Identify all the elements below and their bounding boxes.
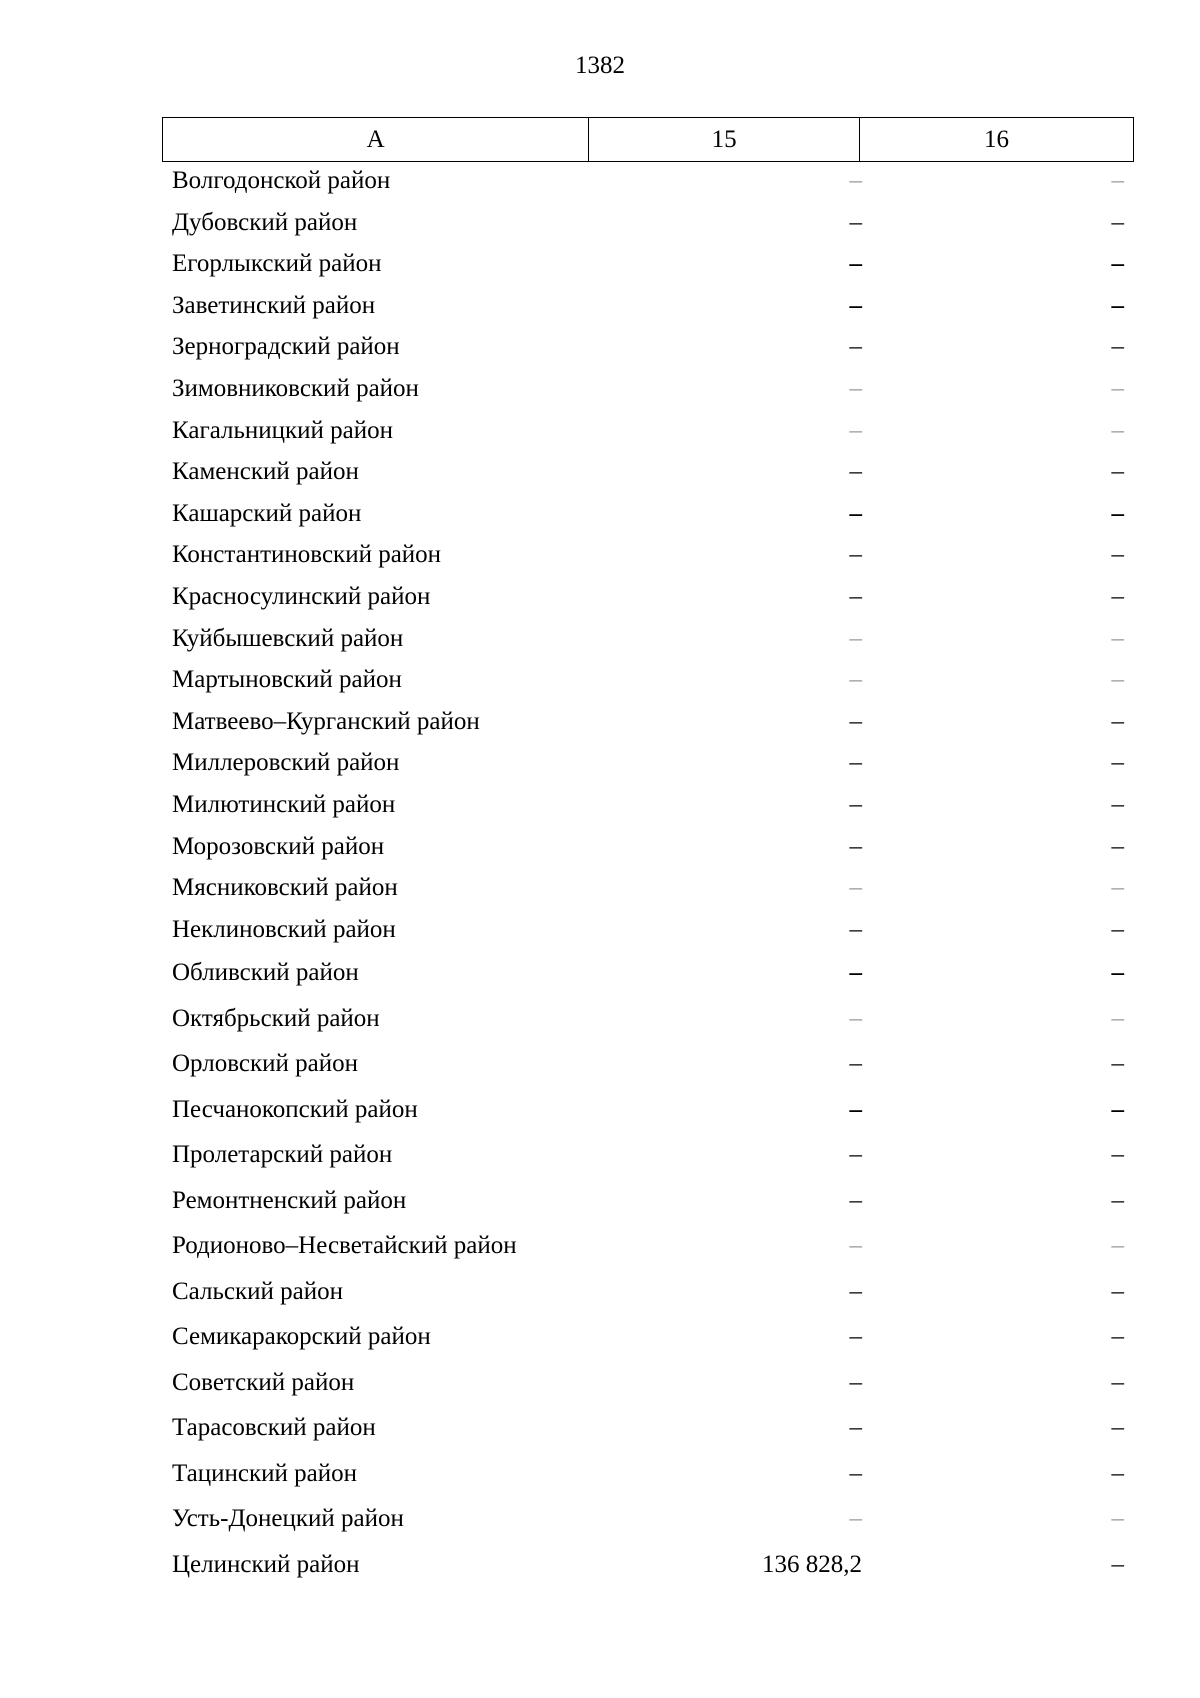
district-name: Октябрьский район (172, 1004, 380, 1032)
value-col-16: – (1111, 1505, 1124, 1533)
table-row (162, 950, 1134, 996)
value-col-15: – (849, 541, 862, 569)
value-col-15: – (849, 1095, 862, 1123)
table-row (162, 909, 1134, 951)
value-col-16: – (1111, 1232, 1124, 1260)
value-col-15: – (849, 1004, 862, 1032)
value-col-15: – (849, 582, 862, 610)
table-row (162, 659, 1134, 701)
district-name: Кашарский район (172, 499, 362, 527)
table-row (162, 410, 1134, 452)
district-name: Тарасовский район (172, 1414, 376, 1442)
value-col-15: – (849, 1323, 862, 1351)
value-col-15: – (849, 1050, 862, 1078)
table-row (162, 1496, 1134, 1542)
header-row (163, 118, 1134, 162)
table-row (162, 1041, 1134, 1087)
district-name: Советский район (172, 1368, 355, 1396)
table-row (162, 1269, 1134, 1315)
value-col-15: – (849, 1186, 862, 1214)
value-col-15: – (849, 1232, 862, 1260)
value-col-16: – (1111, 915, 1124, 943)
table-row (162, 742, 1134, 784)
value-col-16: – (1111, 1186, 1124, 1214)
value-col-16: – (1111, 1368, 1124, 1396)
table-row (162, 784, 1134, 826)
value-col-16: – (1111, 790, 1124, 818)
value-col-15: – (849, 1505, 862, 1533)
value-col-15: – (849, 624, 862, 652)
value-col-15: – (849, 167, 862, 194)
page-number: 1382 (575, 52, 625, 79)
district-name: Сальский район (172, 1277, 343, 1305)
value-col-15: 136 828,2 (762, 1550, 862, 1578)
value-col-15: – (849, 874, 862, 902)
table-row (162, 326, 1134, 368)
table-row (162, 160, 1134, 202)
table-row (162, 493, 1134, 535)
value-col-15: – (849, 291, 862, 319)
value-col-16: – (1111, 1004, 1124, 1032)
table-row (162, 285, 1134, 327)
district-name: Кагальницкий район (172, 416, 394, 444)
value-col-15: – (849, 1141, 862, 1169)
table-row (162, 1451, 1134, 1497)
value-col-15: – (849, 1368, 862, 1396)
value-col-15: – (849, 250, 862, 278)
district-name: Орловский район (172, 1050, 358, 1078)
value-col-16: – (1111, 582, 1124, 610)
table-row (162, 368, 1134, 410)
district-name: Мясниковский район (172, 874, 398, 902)
district-name: Каменский район (172, 458, 359, 486)
header-cell-16: 16 (860, 118, 1134, 162)
table-header (162, 117, 1134, 162)
value-col-16: – (1111, 1277, 1124, 1305)
value-col-16: – (1111, 1459, 1124, 1487)
district-name: Неклиновский район (172, 915, 396, 943)
value-col-15: – (849, 208, 862, 236)
table-row (162, 867, 1134, 909)
table-row (162, 243, 1134, 285)
table-row (162, 1542, 1134, 1588)
header-cell-15: 15 (589, 118, 860, 162)
table-row (162, 996, 1134, 1042)
district-name: Пролетарский район (172, 1141, 393, 1169)
value-col-16: – (1111, 1414, 1124, 1442)
value-col-16: – (1111, 416, 1124, 444)
value-col-16: – (1111, 874, 1124, 902)
district-name: Егорлыкский район (172, 250, 382, 278)
table-row (162, 1178, 1134, 1224)
table-row (162, 1405, 1134, 1451)
district-name: Ремонтненский район (172, 1186, 407, 1214)
table-row (162, 451, 1134, 493)
table-row (162, 1223, 1134, 1269)
value-col-16: – (1111, 707, 1124, 735)
value-col-15: – (849, 915, 862, 943)
table-row (162, 826, 1134, 868)
value-col-15: – (849, 499, 862, 527)
value-col-15: – (849, 959, 862, 987)
district-name: Красносулинский район (172, 582, 431, 610)
value-col-15: – (849, 416, 862, 444)
value-col-15: – (849, 707, 862, 735)
value-col-16: – (1111, 832, 1124, 860)
value-col-16: – (1111, 1141, 1124, 1169)
district-name: Обливский район (172, 959, 359, 987)
district-name: Семикаракорский район (172, 1323, 431, 1351)
value-col-15: – (849, 374, 862, 402)
table-row (162, 576, 1134, 618)
table-row (162, 701, 1134, 743)
district-name: Миллеровский район (172, 749, 400, 777)
district-name: Усть-Донецкий район (172, 1505, 404, 1533)
value-col-16: – (1111, 250, 1124, 278)
table-row (162, 618, 1134, 660)
district-name: Песчанокопский район (172, 1095, 418, 1123)
header-cell-a: A (163, 118, 589, 162)
value-col-16: – (1111, 458, 1124, 486)
value-col-16: – (1111, 624, 1124, 652)
value-col-16: – (1111, 666, 1124, 694)
value-col-15: – (849, 832, 862, 860)
value-col-16: – (1111, 333, 1124, 361)
value-col-16: – (1111, 291, 1124, 319)
value-col-15: – (849, 1414, 862, 1442)
value-col-15: – (849, 1277, 862, 1305)
value-col-15: – (849, 458, 862, 486)
district-name: Матвеево–Курганский район (172, 707, 480, 735)
value-col-15: – (849, 749, 862, 777)
district-name: Заветинский район (172, 291, 376, 319)
value-col-15: – (849, 333, 862, 361)
value-col-16: – (1111, 374, 1124, 402)
district-name: Волгодонской район (172, 167, 391, 194)
district-name: Мартыновский район (172, 666, 402, 694)
value-col-16: – (1111, 1550, 1124, 1578)
district-name: Куйбышевский район (172, 624, 404, 652)
district-name: Зимовниковский район (172, 374, 419, 402)
table-row (162, 1132, 1134, 1178)
value-col-16: – (1111, 167, 1124, 194)
district-name: Дубовский район (172, 208, 358, 236)
value-col-16: – (1111, 1095, 1124, 1123)
district-name: Тацинский район (172, 1459, 357, 1487)
table-row (162, 202, 1134, 244)
value-col-16: – (1111, 959, 1124, 987)
district-name: Целинский район (172, 1550, 360, 1578)
value-col-16: – (1111, 208, 1124, 236)
value-col-16: – (1111, 499, 1124, 527)
value-col-15: – (849, 1459, 862, 1487)
table-body (162, 160, 1134, 1587)
district-name: Родионово–Несветайский район (172, 1232, 517, 1260)
value-col-16: – (1111, 749, 1124, 777)
district-name: Милютинский район (172, 790, 396, 818)
value-col-15: – (849, 790, 862, 818)
table-row (162, 1360, 1134, 1406)
value-col-15: – (849, 666, 862, 694)
value-col-16: – (1111, 1323, 1124, 1351)
district-name: Морозовский район (172, 832, 385, 860)
table-row (162, 1314, 1134, 1360)
table-row (162, 534, 1134, 576)
value-col-16: – (1111, 541, 1124, 569)
district-name: Зерноградский район (172, 333, 400, 361)
value-col-16: – (1111, 1050, 1124, 1078)
table-row (162, 1087, 1134, 1133)
district-name: Константиновский район (172, 541, 442, 569)
